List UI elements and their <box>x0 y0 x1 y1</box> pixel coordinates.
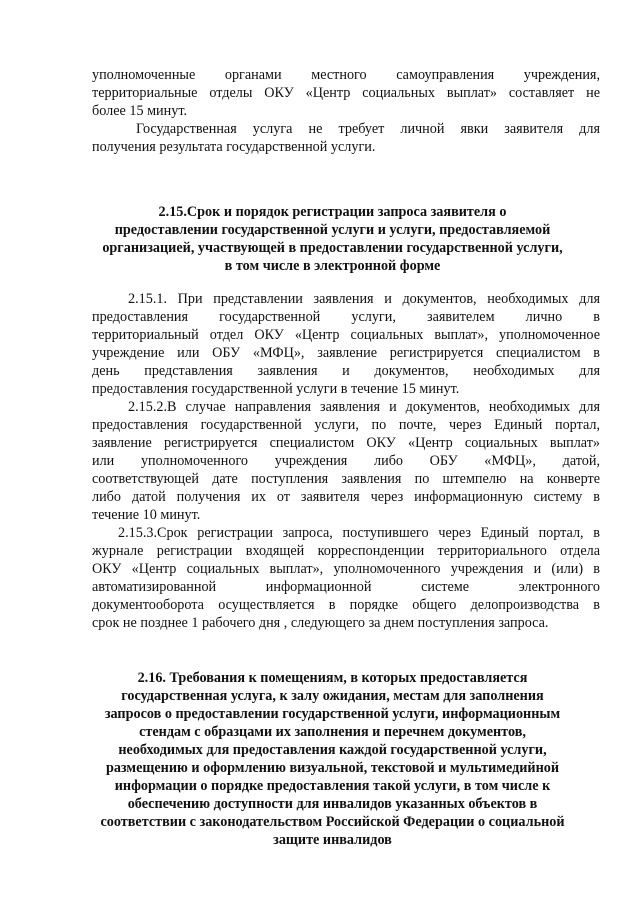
body-text-line: территориальные отделы ОКУ «Центр социальных выплат» составляет не <box>92 85 600 101</box>
paragraph-2-15-3-line: документооборота осуществляется в порядке общего делопроизводства в <box>92 597 600 613</box>
section-heading-line: размещению и оформлению визуальной, текстовой и мультимедийной <box>105 760 560 776</box>
paragraph-2-15-2-line: либо датой получения их от заявителя через информационную систему в <box>92 489 600 505</box>
section-heading-line: необходимых для предоставления каждой государственной услуги, <box>118 742 547 758</box>
body-text-line: получения результата государственной услуги. <box>92 139 376 155</box>
section-heading-line: предоставлении государственной услуги и услуги, предоставляемой <box>114 222 551 238</box>
section-heading-line: информации о порядке предоставления такой услуги, в том числе к <box>114 778 551 794</box>
section-heading-line: организацией, участвующей в предоставлении государственной услуги, <box>102 240 563 256</box>
section-heading-line: государственная услуга, к залу ожидания, местам для заполнения <box>121 688 544 704</box>
section-heading-line: запросов о предоставлении государственной услуги, информационным <box>104 706 561 722</box>
paragraph-2-15-1-line: учреждение или ОБУ «МФЦ», заявление регистрируется специалистом в <box>92 345 600 361</box>
paragraph-2-15-3-line: автоматизированной информационной системе электронного <box>92 579 600 595</box>
paragraph-2-15-2-line: 2.15.2.В случае направления заявления и документов, необходимых для <box>128 399 600 415</box>
paragraph-2-15-1-line: 2.15.1. При представлении заявления и документов, необходимых для <box>128 291 600 307</box>
body-text-line: уполномоченные органами местного самоуправления учреждения, <box>92 67 600 83</box>
section-heading-line: 2.16. Требования к помещениям, в которых предоставляется <box>137 670 528 686</box>
paragraph-2-15-2-line: соответствующей дате поступления заявления по штемпелю на конверте <box>92 471 600 487</box>
paragraph-2-15-3-line: журнале регистрации входящей корреспонденции территориального отдела <box>92 543 600 559</box>
body-text-line: более 15 минут. <box>92 103 188 119</box>
paragraph-2-15-3-line: 2.15.3.Срок регистрации запроса, поступившего через Единый портал, в <box>118 525 600 541</box>
body-text-line: Государственная услуга не требует личной явки заявителя для <box>136 121 600 137</box>
paragraph-2-15-2-line: заявление регистрируется специалистом ОКУ «Центр социальных выплат» <box>92 435 600 451</box>
paragraph-2-15-1-line: предоставления государственной услуги в течение 15 минут. <box>92 381 460 397</box>
paragraph-2-15-1-line: территориальный отдел ОКУ «Центр социальных выплат», уполномоченное <box>92 327 600 343</box>
paragraph-2-15-2-line: или уполномоченного учреждения либо ОБУ «МФЦ», датой, <box>92 453 600 469</box>
section-heading-line: в том числе в электронной форме <box>224 258 441 274</box>
paragraph-2-15-3-line: ОКУ «Центр социальных выплат», уполномоченного учреждения и (или) в <box>92 561 600 577</box>
paragraph-2-15-1-line: предоставления государственной услуги, заявителем лично в <box>92 309 600 325</box>
section-heading-line: защите инвалидов <box>273 832 392 848</box>
paragraph-2-15-3-line: срок не позднее 1 рабочего дня , следующего за днем поступления запроса. <box>92 615 549 631</box>
paragraph-2-15-1-line: день представления заявления и документов, необходимых для <box>92 363 600 379</box>
section-heading-line: стендам с образцами их заполнения и перечнем документов, <box>139 724 526 740</box>
section-heading-line: соответствии с законодательством Российской Федерации о социальной <box>100 814 565 830</box>
paragraph-2-15-2-line: течение 10 минут. <box>92 507 201 523</box>
section-heading-line: 2.15.Срок и порядок регистрации запроса заявителя о <box>158 204 507 220</box>
section-heading-line: обеспечению доступности для инвалидов указанных объектов в <box>127 796 538 812</box>
paragraph-2-15-2-line: предоставления государственной услуги, по почте, через Единый портал, <box>92 417 600 433</box>
